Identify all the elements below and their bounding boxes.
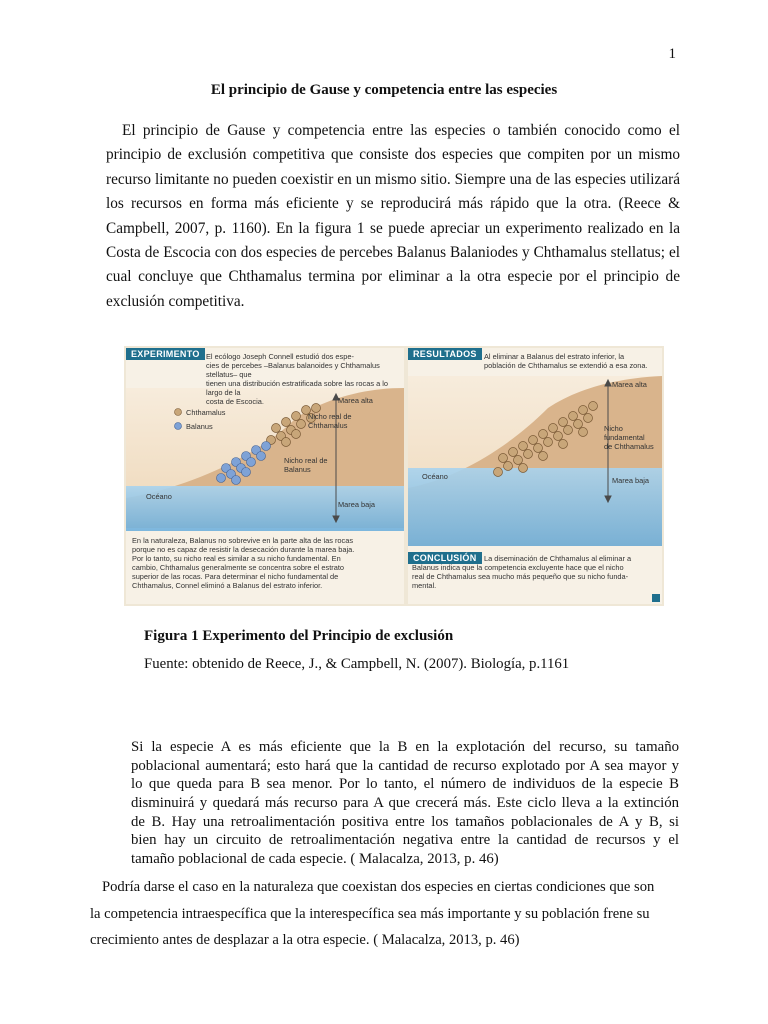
nicho-real-chthamalus-label bbox=[308, 412, 352, 430]
paragraph-final bbox=[90, 874, 690, 954]
text-line: disminuirá y quedará más recurso para A que crecerá más. Este ciclo lleva a la extinción bbox=[131, 795, 679, 812]
text-line: Campbell, 2007, p. 1160). En la figura 1 se puede apreciar un experimento realizado en la bbox=[106, 219, 680, 237]
text-line: principio de exclusión competitiva que consiste dos especies que compiten por un mismo bbox=[106, 146, 680, 164]
paragraph-quote bbox=[131, 738, 679, 869]
figure-text-line: En la naturaleza, Balanus no sobrevive en la parte alta de las rocas bbox=[132, 536, 354, 545]
label-line: Nicho fundamental bbox=[604, 424, 645, 442]
text-line: Si la especie A es más eficiente que la B en la explotación del recurso, su tamaño bbox=[131, 739, 679, 755]
nicho-real-balanus-label bbox=[284, 456, 328, 474]
figure-text-line: Chthamalus, Connel eliminó a Balanus del estrato inferior. bbox=[132, 581, 323, 590]
paragraph-intro bbox=[106, 119, 680, 314]
text-line: tamaño poblacional de cada especie. ( Malacalza, 2013, p. 46) bbox=[131, 851, 499, 868]
figure-text-line: Balanus indica que la competencia excluyente hace que el nicho bbox=[412, 563, 624, 572]
nicho-fundamental-label bbox=[604, 424, 662, 451]
text-line: bien hay un circuito de retroalimentación negativa entre la cantidad de recursos y el bbox=[131, 832, 679, 849]
legend-chthamalus-label: Chthamalus bbox=[186, 408, 226, 417]
oceano-label: Océano bbox=[146, 492, 172, 501]
conclusion-tag: CONCLUSIÓN bbox=[408, 552, 482, 564]
page-number: 1 bbox=[668, 46, 676, 62]
figure-text-line: tienen una distribución estratificada sobre las rocas a lo largo de la bbox=[206, 379, 388, 397]
figure-text-line: cambio, Chthamalus generalmente se concentra sobre el estrato bbox=[132, 563, 344, 572]
results-description bbox=[484, 352, 660, 370]
figure-text-line: mental. bbox=[412, 581, 437, 590]
figure-text-line: superior de las rocas. Para determinar el nicho fundamental de bbox=[132, 572, 339, 581]
text-line: Podría darse el caso en la naturaleza que coexistan dos especies en ciertas condiciones que son bbox=[102, 879, 655, 895]
figure-text-line: El ecólogo Joseph Connell estudió dos espe- bbox=[206, 352, 354, 361]
label-line: Nicho real de bbox=[308, 412, 352, 421]
figure-text-line: Por lo tanto, su nicho real es similar a su nicho fundamental. En bbox=[132, 554, 341, 563]
figure-text-line: porque no es capaz de resistir la desecación durante la marea baja. bbox=[132, 545, 355, 554]
label-line: de Chthamalus bbox=[604, 442, 654, 451]
nature-description bbox=[132, 536, 400, 590]
figure-text-line: La diseminación de Chthamalus al eliminar a bbox=[484, 554, 632, 563]
conclusion-description bbox=[412, 554, 644, 590]
text-line: El principio de Gause y competencia entre las especies o también conocido como el bbox=[122, 122, 680, 139]
results-panel bbox=[408, 348, 662, 604]
text-line: Costa de Escocia con dos especies de percebes Balanus Balaniodes y Chthamalus stellatus; el bbox=[106, 243, 680, 261]
text-line: recurso limitante no pueden coexistir en un mismo sitio. Siempre una de las especies utilizará bbox=[106, 170, 680, 188]
legend-balanus-label: Balanus bbox=[186, 422, 213, 431]
experiment-panel bbox=[126, 348, 404, 604]
balanus-icon bbox=[175, 423, 182, 430]
label-line: Chthamalus bbox=[308, 421, 348, 430]
oceano-label: Océano bbox=[422, 472, 448, 481]
figure-text-line: cies de percebes –Balanus balanoides y Chthamalus stellatus– que bbox=[206, 361, 380, 379]
figure-text-line: costa de Escocia. bbox=[206, 397, 264, 406]
figure-text-line: Al eliminar a Balanus del estrato inferior, la bbox=[484, 352, 625, 361]
page-title: El principio de Gause y competencia entre las especies bbox=[210, 82, 558, 98]
figure-experiment bbox=[124, 346, 664, 606]
marea-alta-label: Marea alta bbox=[612, 380, 647, 389]
text-line: de B. Hay una retroalimentación positiva entre los tamaños poblacionales de A y B, si bbox=[131, 813, 679, 830]
figure-text-line: población de Chthamalus se extendió a esa zona. bbox=[484, 361, 648, 370]
label-line: Balanus bbox=[284, 465, 311, 474]
text-line: los recursos en forma más eficiente y se reproducirá más rápido que la otra. (Reece & bbox=[106, 195, 680, 213]
experimento-tag: EXPERIMENTO bbox=[126, 348, 205, 360]
text-line: cual concluye que Chthamalus termina por eliminar a la otra especie por el principio de bbox=[106, 268, 680, 286]
text-line: lo que queda para B sea menor. Por lo tanto, el número de individuos de la especie B bbox=[131, 776, 679, 793]
marea-baja-label: Marea baja bbox=[338, 500, 375, 509]
marea-alta-label: Marea alta bbox=[338, 396, 373, 405]
marea-baja-label: Marea baja bbox=[612, 476, 649, 485]
figure-text-line: real de Chthamalus sea mucho más pequeño que su nicho funda- bbox=[412, 572, 629, 581]
figure-caption: Figura 1 Experimento del Principio de exclusión bbox=[144, 628, 454, 644]
text-line: exclusión competitiva. bbox=[106, 292, 245, 310]
text-line: crecimiento antes de desplazar a la otra especie. ( Malacalza, 2013, p. 46) bbox=[90, 932, 520, 948]
label-line: Nicho real de bbox=[284, 456, 328, 465]
resultados-tag: RESULTADOS bbox=[408, 348, 482, 360]
text-line: poblacional aumentará; esto hará que la cantidad de recurso explotado por A sea mayor y bbox=[131, 757, 679, 774]
text-line: la competencia intraespecífica que la interespecífica sea más importante y su población frene su bbox=[90, 905, 650, 922]
chthamalus-icon bbox=[175, 409, 182, 416]
figure-source: Fuente: obtenido de Reece, J., & Campbell, N. (2007). Biología, p.1161 bbox=[144, 656, 570, 672]
